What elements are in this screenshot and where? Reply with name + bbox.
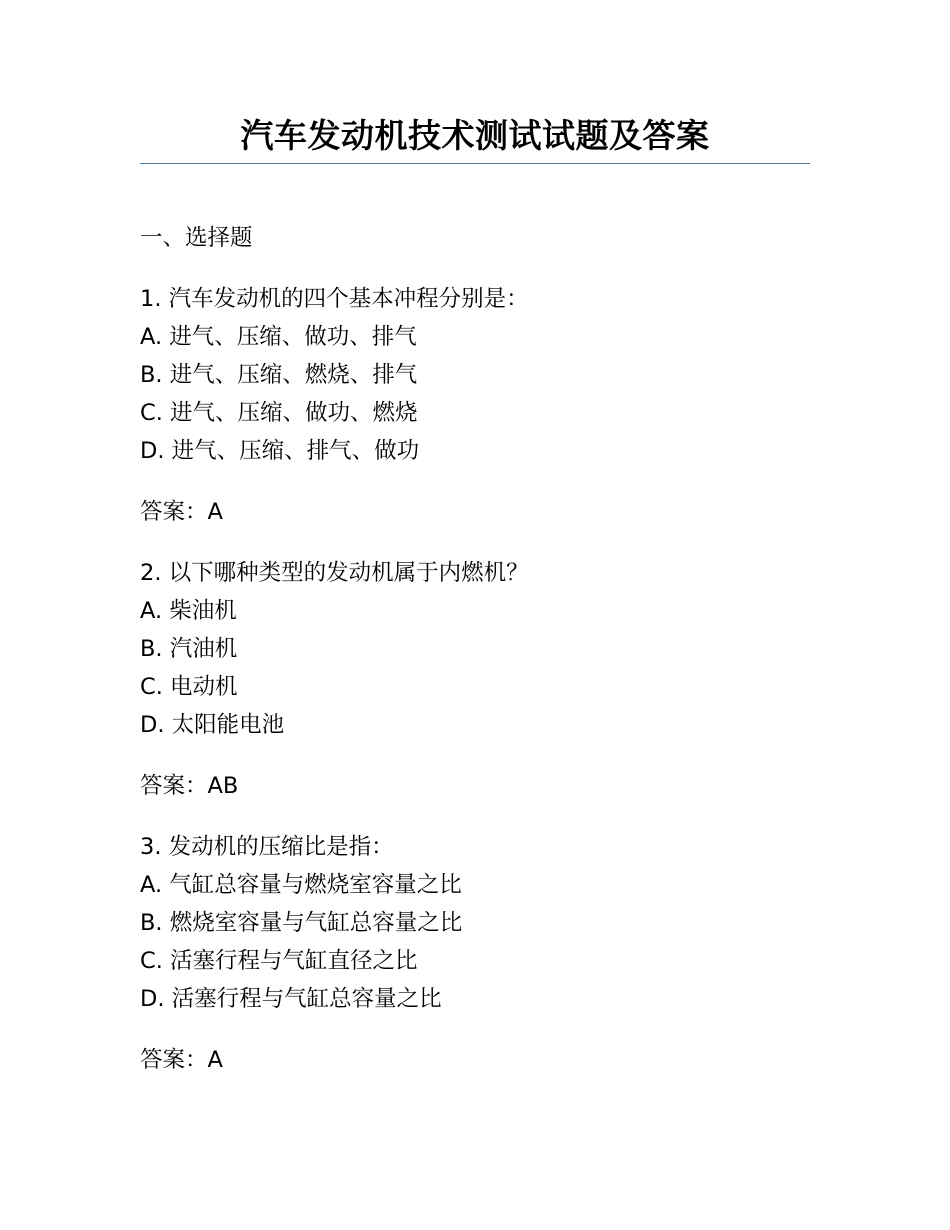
title-divider (140, 163, 810, 164)
document-title: 汽车发动机技术测试试题及答案 (240, 116, 710, 155)
question-block-1 (140, 280, 810, 470)
option-c: C. 电动机 (140, 674, 238, 700)
section-heading: 一、选择题 (140, 225, 253, 251)
question-stem: 3. 发动机的压缩比是指： (140, 834, 394, 860)
option-c: C. 进气、压缩、做功、燃烧 (140, 400, 418, 426)
question-block-3 (140, 828, 810, 1018)
answer-2: 答案：AB (140, 773, 239, 799)
document-body (140, 219, 810, 1102)
option-d: D. 进气、压缩、排气、做功 (140, 438, 420, 464)
option-d: D. 太阳能电池 (140, 712, 285, 738)
question-stem: 2. 以下哪种类型的发动机属于内燃机？ (140, 560, 529, 586)
option-d: D. 活塞行程与气缸总容量之比 (140, 986, 442, 1012)
option-a: A. 进气、压缩、做功、排气 (140, 324, 417, 350)
question-block-2 (140, 554, 810, 744)
option-b: B. 进气、压缩、燃烧、排气 (140, 362, 418, 388)
option-a: A. 柴油机 (140, 598, 237, 624)
option-b: B. 汽油机 (140, 636, 238, 662)
answer-3: 答案：A (140, 1047, 223, 1073)
option-a: A. 气缸总容量与燃烧室容量之比 (140, 872, 462, 898)
option-b: B. 燃烧室容量与气缸总容量之比 (140, 910, 463, 936)
option-c: C. 活塞行程与气缸直径之比 (140, 948, 418, 974)
answer-1: 答案：A (140, 499, 223, 525)
question-stem: 1. 汽车发动机的四个基本冲程分别是： (140, 286, 529, 312)
